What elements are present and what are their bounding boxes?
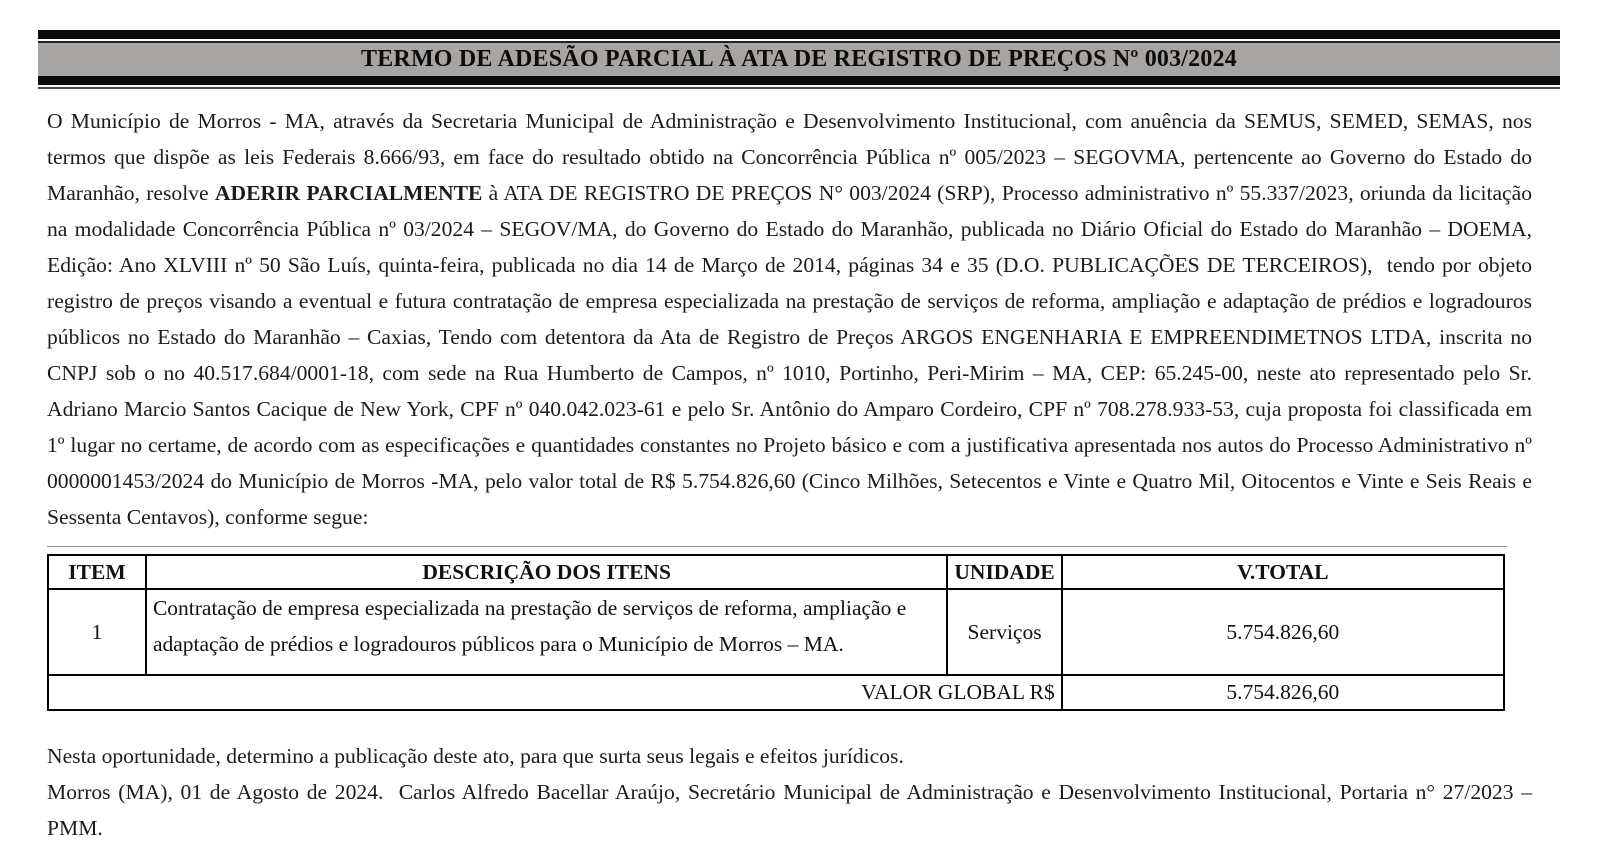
preamble-text-start: O Município de Morros - MA, através da Secretaria Municipal de Administração e Desenvolvimento Institucional, com anuência da SEMUS, SEMED, SEMAS, nos termos que dispõe as leis Federais 8.666/93, em face do resultado obtido na Concorrência Pública nº 005/2023 – SEGOVMA, pertencente ao Governo do Estado do Maranhão, resolve bbox=[47, 109, 1532, 205]
global-total-label: VALOR GLOBAL R$ bbox=[48, 675, 1062, 710]
signature-line: Morros (MA), 01 de Agosto de 2024. Carlos Alfredo Bacellar Araújo, Secretário Municipal de Administração e Desenvolvimento Institucional, Portaria n° 27/2023 – PMM. bbox=[47, 780, 1532, 840]
table-total-row bbox=[48, 675, 1504, 710]
table-top-rule bbox=[47, 546, 1507, 547]
page-title: TERMO DE ADESÃO PARCIAL À ATA DE REGISTRO DE PREÇOS Nº 003/2024 bbox=[361, 46, 1237, 72]
header-row bbox=[48, 555, 1504, 589]
item-unit-cell: Serviços bbox=[947, 589, 1061, 675]
header-top-bar bbox=[38, 30, 1560, 39]
column-header-descricao: DESCRIÇÃO DOS ITENS bbox=[146, 555, 947, 589]
preamble-bold-phrase: ADERIR PARCIALMENTE bbox=[214, 181, 483, 205]
column-header-item: ITEM bbox=[48, 555, 146, 589]
item-number-cell: 1 bbox=[48, 589, 146, 675]
header-bottom-bar bbox=[38, 76, 1560, 85]
document-content bbox=[47, 103, 1532, 846]
document-header bbox=[38, 30, 1560, 89]
closing-statement: Nesta oportunidade, determino a publicação deste ato, para que surta seus legais e efeitos jurídicos. bbox=[47, 744, 904, 768]
items-table-header bbox=[48, 555, 1504, 589]
item-description-cell: Contratação de empresa especializada na prestação de serviços de reforma, ampliação e adaptação de prédios e logradouros públicos para o Município de Morros – MA. bbox=[146, 589, 947, 675]
title-band bbox=[38, 43, 1560, 76]
preamble-paragraph bbox=[47, 103, 1532, 535]
document-page bbox=[0, 30, 1600, 840]
header-bottom-rule bbox=[38, 87, 1560, 89]
preamble-text-rest: à ATA DE REGISTRO DE PREÇOS N° 003/2024 (SRP), Processo administrativo nº 55.337/2023, oriunda da licitação na modalidade Concorrência Pública nº 03/2024 – SEGOV/MA, do Governo do Estado do Maranhão, publicada no Diário Oficial do Estado do Maranhão – DOEMA, Edição: Ano XLVIII nº 50 São Luís, quinta-feira, publicada no dia 14 de Março de 2014, páginas 34 e 35 (D.O. PUBLICAÇÕES DE TERCEIROS), tendo por objeto registro de preços visando a eventual e futura contratação de empresa especializada na prestação de serviços de reforma, ampliação e adaptação de prédios e logradouros públicos no Estado do Maranhão – Caxias, Tendo com detentora da Ata de Registro de Preços ARGOS ENGENHARIA E EMPREENDIMETNOS LTDA, inscrita no CNPJ sob o no 40.517.684/0001-18, com sede na Rua Humberto de Campos, nº 1010, Portinho, Peri-Mirim – MA, CEP: 65.245-00, neste ato representado pelo Sr. Adriano Marcio Santos Cacique de New York, CPF nº 040.042.023-61 e pelo Sr. Antônio do Amparo Cordeiro, CPF nº 708.278.933-53, cuja proposta foi classificada em 1º lugar no certame, de acordo com as especificações e quantidades constantes no Projeto básico e com a justificativa apresentada nos autos do Processo Administrativo nº 0000001453/2024 do Município de Morros -MA, pelo valor total de R$ 5.754.826,60 (Cinco Milhões, Setecentos e Vinte e Quatro Mil, Oitocentos e Vinte e Seis Reais e Sessenta Centavos), conforme segue: bbox=[47, 181, 1532, 529]
column-header-unidade: UNIDADE bbox=[947, 555, 1061, 589]
table-row bbox=[48, 589, 1504, 675]
items-table bbox=[47, 554, 1505, 711]
global-total-value: 5.754.826,60 bbox=[1062, 675, 1504, 710]
item-total-cell: 5.754.826,60 bbox=[1062, 589, 1504, 675]
column-header-vtotal: V.TOTAL bbox=[1062, 555, 1504, 589]
